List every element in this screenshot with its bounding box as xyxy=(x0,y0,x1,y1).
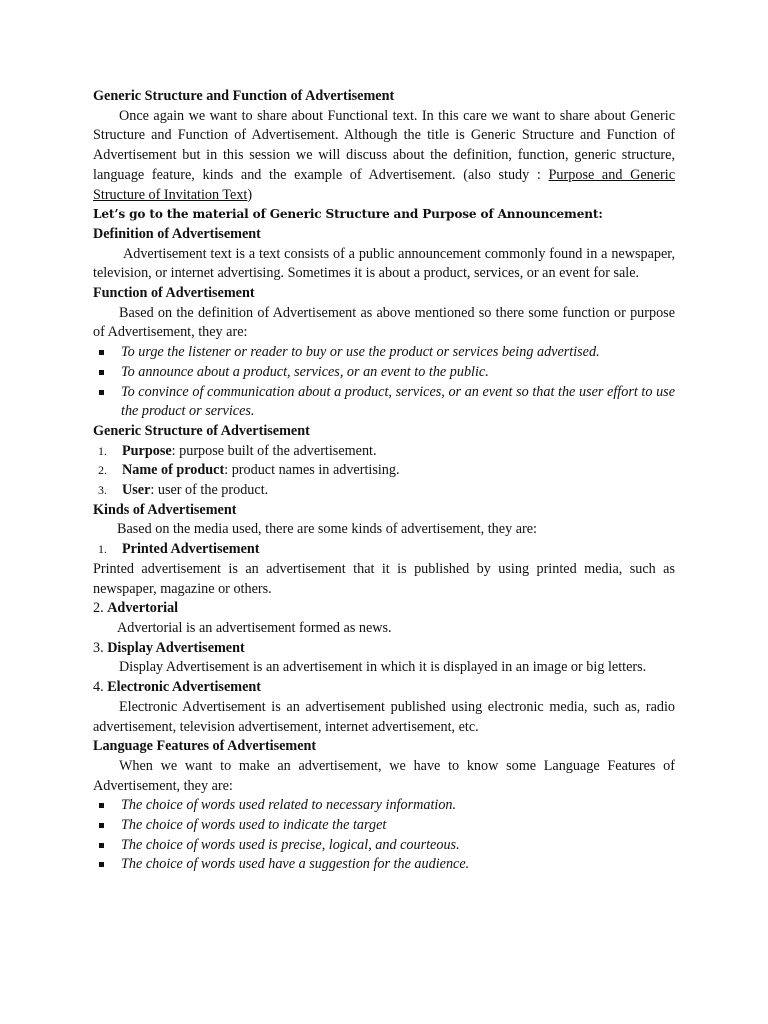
intro-paragraph xyxy=(93,107,675,206)
structure-list xyxy=(93,442,675,501)
bullet-icon xyxy=(99,350,104,355)
language-heading: Language Features of Advertisement xyxy=(93,738,317,755)
list-number: 2. xyxy=(98,463,107,478)
kinds-list xyxy=(93,540,675,560)
structure-term: Purpose xyxy=(122,442,172,459)
list-item xyxy=(93,836,675,856)
bullet-icon xyxy=(99,390,104,395)
list-item xyxy=(93,442,675,462)
kinds-heading: Kinds of Advertisement xyxy=(93,501,237,518)
function-heading: Function of Advertisement xyxy=(93,285,255,302)
display-paragraph: Display Advertisement is an advertisement in which it is displayed in an image or big letters. xyxy=(119,659,647,676)
function-item-text: To convince of communication about a product, services, or an event so that the user effort to use the product or services. xyxy=(121,383,675,420)
function-list xyxy=(93,343,675,422)
structure-term: Name of product xyxy=(122,462,225,479)
intro-text: Once again we want to share about Functional text. In this care we want to share about Generic Structure and Function of Advertisement. Although the title is Generic Structure and Function of Advertisement but in this session we will discuss about the definition, function, generic structure, language feature, kinds and the example of Advertisement. (also study : xyxy=(93,107,675,183)
structure-desc: : purpose built of the advertisement. xyxy=(171,442,377,459)
function-item-text: To urge the listener or reader to buy or use the product or services being advertised. xyxy=(121,344,600,361)
advertorial-title: Advertorial xyxy=(107,600,179,617)
list-number: 3. xyxy=(93,639,104,656)
language-paragraph: When we want to make an advertisement, we have to know some Language Features of Advertisement, they are: xyxy=(93,757,675,794)
bullet-icon xyxy=(99,862,104,867)
bullet-icon xyxy=(99,370,104,375)
material-subtitle: Let’s go to the material of Generic Structure and Purpose of Announcement: xyxy=(93,207,603,222)
display-title: Display Advertisement xyxy=(107,639,245,656)
structure-desc: : product names in advertising. xyxy=(224,462,400,479)
display-heading xyxy=(93,639,675,659)
list-number: 2. xyxy=(93,600,104,617)
list-item xyxy=(93,461,675,481)
list-item xyxy=(93,343,675,363)
structure-desc: : user of the product. xyxy=(150,482,269,499)
language-item-text: The choice of words used to indicate the target xyxy=(121,817,387,834)
list-item xyxy=(93,363,675,383)
list-number: 3. xyxy=(98,483,107,498)
advertorial-heading xyxy=(93,599,675,619)
list-number: 4. xyxy=(93,679,104,696)
function-paragraph: Based on the definition of Advertisement as above mentioned so there some function or purpose of Advertisement, they are: xyxy=(93,304,675,341)
advertorial-paragraph: Advertorial is an advertisement formed as news. xyxy=(117,619,392,636)
printed-title: Printed Advertisement xyxy=(122,541,260,558)
document-title: Generic Structure and Function of Advertisement xyxy=(93,88,395,104)
list-number: 1. xyxy=(98,542,107,557)
definition-heading: Definition of Advertisement xyxy=(93,225,261,242)
language-item-text: The choice of words used is precise, logical, and courteous. xyxy=(121,836,460,853)
electronic-heading xyxy=(93,678,675,698)
list-item xyxy=(93,816,675,836)
structure-term: User xyxy=(122,482,151,499)
language-item-text: The choice of words used have a suggestion for the audience. xyxy=(121,856,470,873)
intro-close-paren: ) xyxy=(247,186,253,203)
electronic-paragraph: Electronic Advertisement is an advertisement published using electronic media, such as, radio advertisement, television advertisement, internet advertisement, etc. xyxy=(93,698,675,735)
function-item-text: To announce about a product, services, or an event to the public. xyxy=(121,363,489,380)
definition-paragraph: Advertisement text is a text consists of a public announcement commonly found in a newspaper, television, or internet advertising. Sometimes it is about a product, services, or an event for sale. xyxy=(93,245,675,282)
list-item xyxy=(93,540,675,560)
bullet-icon xyxy=(99,843,104,848)
structure-heading: Generic Structure of Advertisement xyxy=(93,422,310,439)
bullet-icon xyxy=(99,803,104,808)
kinds-intro: Based on the media used, there are some kinds of advertisement, they are: xyxy=(117,521,537,538)
electronic-title: Electronic Advertisement xyxy=(107,679,261,696)
list-number: 1. xyxy=(98,443,107,458)
language-list xyxy=(93,796,675,875)
list-item xyxy=(93,796,675,816)
language-item-text: The choice of words used related to necessary information. xyxy=(121,797,457,814)
printed-paragraph: Printed advertisement is an advertisement that it is published by using printed media, such as newspaper, magazine or others. xyxy=(93,560,675,597)
bullet-icon xyxy=(99,823,104,828)
list-item xyxy=(93,383,675,422)
invitation-text-link[interactable]: Purpose and Generic Structure of Invitation Text xyxy=(93,166,675,203)
list-item xyxy=(93,855,675,875)
list-item xyxy=(93,481,675,501)
